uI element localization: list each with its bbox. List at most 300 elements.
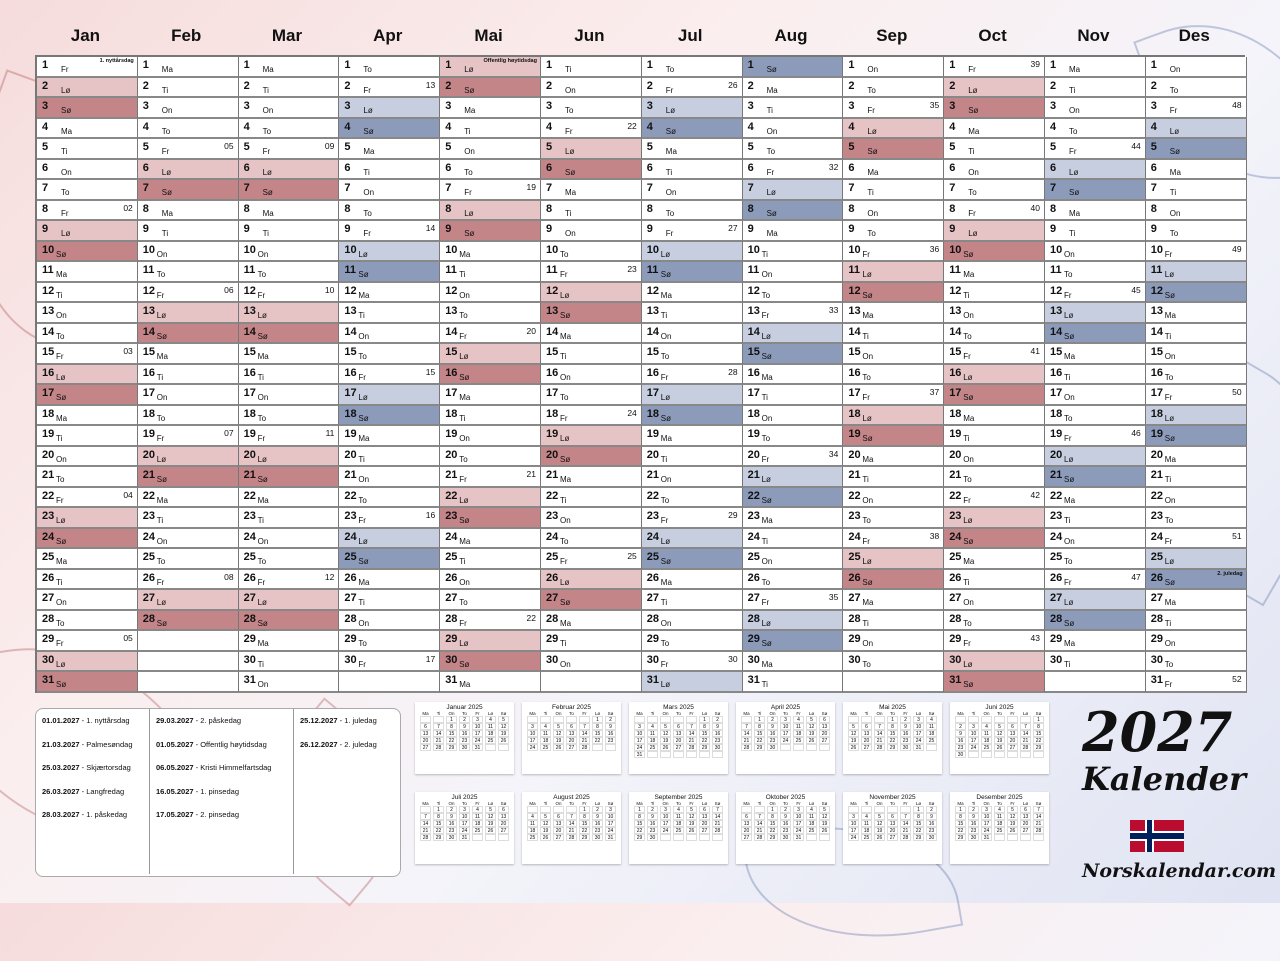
day-cell xyxy=(37,590,138,611)
week-number: 17 xyxy=(425,653,436,664)
day-number: 8 xyxy=(1050,202,1057,215)
day-cell xyxy=(642,672,743,693)
day-cell xyxy=(440,488,541,509)
weekday-label: Sø xyxy=(560,454,571,464)
day-number: 8 xyxy=(445,202,452,215)
weekday-label: Ti xyxy=(459,413,466,423)
weekday-label: Ti xyxy=(1164,618,1172,628)
day-number: 8 xyxy=(949,202,956,215)
day-number: 28 xyxy=(42,612,55,625)
day-cell xyxy=(138,324,239,345)
day-number: 24 xyxy=(445,530,458,543)
day-cell xyxy=(1045,570,1146,591)
day-number: 23 xyxy=(142,510,156,522)
day-number: 16 xyxy=(546,366,559,379)
day-cell xyxy=(440,426,541,447)
weekday-label: Lø xyxy=(257,598,267,607)
day-number: 3 xyxy=(42,100,49,112)
day-number: 19 xyxy=(546,428,559,440)
day-cell xyxy=(743,590,844,611)
day-number: 27 xyxy=(142,592,156,604)
day-number: 3 xyxy=(1050,100,1057,112)
day-cell xyxy=(440,467,541,488)
weekday-label: On xyxy=(565,85,576,95)
weekday-label: Fr xyxy=(968,208,976,218)
weekday-label: Lø xyxy=(161,167,172,177)
day-number: 12 xyxy=(1150,284,1164,297)
day-number: 26 xyxy=(848,571,861,584)
day-number: 21 xyxy=(747,469,760,481)
day-cell xyxy=(743,488,844,509)
day-number: 9 xyxy=(42,223,49,235)
weekday-label: To xyxy=(257,413,267,423)
day-number: 19 xyxy=(445,428,458,440)
weekday-label: To xyxy=(963,331,972,341)
day-number: 30 xyxy=(949,653,962,666)
day-number: 6 xyxy=(243,161,250,174)
month-name: Jan xyxy=(70,26,101,45)
day-cell xyxy=(743,242,844,263)
weekday-label: Fr xyxy=(156,577,165,587)
day-cell xyxy=(944,324,1045,345)
month-name: Des xyxy=(1178,26,1210,45)
week-number: 09 xyxy=(324,141,335,151)
weekday-label: Sø xyxy=(156,331,168,341)
day-cell xyxy=(37,365,138,386)
day-number: 28 xyxy=(546,612,559,625)
weekday-label: Ti xyxy=(1069,85,1076,95)
weekday-label: Fr xyxy=(560,270,568,279)
day-number: 26 xyxy=(445,571,458,584)
day-cell xyxy=(37,221,138,242)
day-number: 29 xyxy=(1050,633,1063,645)
day-number: 27 xyxy=(42,592,55,604)
weekday-label: Fr xyxy=(660,516,669,525)
day-cell xyxy=(642,201,743,222)
weekday-label: On xyxy=(464,147,475,156)
day-cell xyxy=(440,344,541,365)
day-cell xyxy=(239,631,340,652)
day-cell xyxy=(1146,344,1247,365)
day-number: 7 xyxy=(344,182,351,194)
day-number: 11 xyxy=(546,264,558,276)
day-cell xyxy=(239,652,340,673)
weekday-label: To xyxy=(761,577,771,587)
day-number: 17 xyxy=(243,387,256,399)
day-cell xyxy=(541,447,642,468)
weekday-label: Ti xyxy=(262,229,269,238)
day-number: 1 xyxy=(1050,59,1057,71)
mini-month: August 2025 Ma Ti On To Fr Lø Sø 1 2 3 4 5 6 7 8 9 10 11 12 13 14 15 16 17 18 19 20 21 22 23 24 25 26 27 28 29 30 31 xyxy=(522,792,621,864)
weekday-label: Sø xyxy=(358,270,369,279)
weekday-label: Ma xyxy=(862,311,874,320)
day-number: 7 xyxy=(546,182,553,194)
week-number: 48 xyxy=(1232,100,1242,110)
day-cell xyxy=(1146,201,1247,222)
day-number: 27 xyxy=(1150,592,1164,604)
day-cell xyxy=(239,160,340,181)
day-cell xyxy=(339,611,440,632)
weekday-label: To xyxy=(660,495,670,505)
day-cell xyxy=(541,98,642,119)
weekday-label: Ti xyxy=(156,372,164,382)
weekday-label: Ti xyxy=(565,65,572,74)
day-number: 10 xyxy=(848,243,861,256)
weekday-label: Ma xyxy=(358,577,370,587)
weekday-label: On xyxy=(161,106,173,115)
day-number: 18 xyxy=(1050,407,1063,420)
weekday-label: On xyxy=(1169,65,1181,74)
day-number: 4 xyxy=(949,120,956,133)
weekday-label: Sø xyxy=(660,413,672,423)
mini-month: Mai 2025 Ma Ti On To Fr Lø Sø 1 2 3 4 5 6 7 8 9 10 11 12 13 14 15 16 17 18 19 20 21 22 23 24 25 26 27 28 29 30 31 xyxy=(843,702,942,774)
day-cell xyxy=(944,160,1045,181)
day-cell xyxy=(944,242,1045,263)
weekday-label: On xyxy=(1064,393,1075,402)
weekday-label: Ti xyxy=(459,270,466,279)
day-number: 17 xyxy=(42,387,55,399)
weekday-label: On xyxy=(963,311,974,320)
mini-month-title: Desember 2025 xyxy=(976,794,1023,801)
day-cell xyxy=(440,119,541,140)
day-number: 24 xyxy=(243,530,256,543)
weekday-label: On xyxy=(766,126,778,136)
day-number: 30 xyxy=(1150,653,1164,666)
day-cell xyxy=(1045,180,1146,201)
day-number: 26 xyxy=(344,571,357,584)
day-cell xyxy=(440,180,541,201)
weekday-label: Sø xyxy=(761,639,772,648)
day-cell xyxy=(743,119,844,140)
day-number: 25 xyxy=(42,551,55,563)
weekday-label: Ti xyxy=(358,311,365,320)
weekday-label: On xyxy=(862,352,874,361)
day-number: 10 xyxy=(1050,243,1063,256)
weekday-label: Lø xyxy=(560,434,570,443)
day-cell xyxy=(1146,549,1247,570)
day-number: 15 xyxy=(243,346,256,358)
weekday-label: To xyxy=(867,229,876,238)
day-number: 16 xyxy=(949,366,962,379)
day-number: 27 xyxy=(949,592,962,604)
weekday-label: Fr xyxy=(56,639,64,648)
day-number: 7 xyxy=(747,182,754,194)
day-number: 3 xyxy=(747,100,754,112)
day-cell xyxy=(1045,426,1146,447)
weekday-label: Lø xyxy=(56,659,66,669)
weekday-label: Sø xyxy=(968,106,979,115)
day-cell xyxy=(843,324,944,345)
day-cell xyxy=(944,385,1045,406)
day-number: 15 xyxy=(344,346,357,358)
day-cell xyxy=(1146,57,1247,78)
weekday-label: On xyxy=(761,413,773,423)
weekday-label: Lø xyxy=(1164,413,1175,423)
day-cell xyxy=(138,652,239,673)
day-number: 11 xyxy=(1150,264,1163,276)
day-number: 21 xyxy=(1050,469,1063,481)
day-number: 31 xyxy=(949,674,962,686)
weekday-label: Lø xyxy=(1164,270,1175,279)
weekday-label: Ti xyxy=(560,352,567,361)
week-number: 10 xyxy=(324,284,335,295)
weekday-label: Ti xyxy=(963,290,970,300)
day-cell xyxy=(843,590,944,611)
weekday-label: Ma xyxy=(56,413,68,423)
weekday-label: Ti xyxy=(660,454,668,464)
day-cell xyxy=(541,549,642,570)
day-number: 9 xyxy=(747,223,754,235)
day-cell xyxy=(1146,631,1247,652)
weekday-label: Ma xyxy=(459,536,471,546)
day-number: 17 xyxy=(1050,387,1063,399)
holiday-item: 26.03.2027 - Langfredag xyxy=(42,786,125,796)
day-number: 24 xyxy=(646,530,660,543)
day-number: 24 xyxy=(42,530,55,543)
day-cell xyxy=(239,549,340,570)
weekday-label: Fr xyxy=(1164,536,1173,546)
day-number: 24 xyxy=(1150,530,1164,543)
day-cell xyxy=(339,262,440,283)
weekday-label: Lø xyxy=(358,249,368,259)
day-number: 7 xyxy=(646,182,653,194)
day-number: 13 xyxy=(142,305,156,317)
weekday-label: Ma xyxy=(766,85,778,95)
day-number: 12 xyxy=(42,284,55,297)
weekday-label: On xyxy=(1164,639,1176,648)
weekday-label: Fr xyxy=(963,352,971,361)
day-number: 10 xyxy=(546,243,559,256)
day-cell xyxy=(1146,283,1247,304)
day-number: 2 xyxy=(848,79,855,92)
day-cell xyxy=(843,98,944,119)
day-cell xyxy=(138,611,239,632)
holiday-label: 1. nyttårsdag xyxy=(99,58,134,64)
day-number: 8 xyxy=(142,202,149,215)
day-number: 17 xyxy=(949,387,962,399)
day-number: 11 xyxy=(344,264,357,276)
day-cell xyxy=(1045,549,1146,570)
weekday-label: Lø xyxy=(56,372,66,382)
day-cell xyxy=(339,119,440,140)
day-number: 9 xyxy=(1050,223,1057,235)
week-number: 47 xyxy=(1131,571,1141,582)
day-cell xyxy=(743,570,844,591)
day-number: 18 xyxy=(243,407,256,420)
day-number: 4 xyxy=(1150,120,1157,133)
day-cell xyxy=(1045,385,1146,406)
week-number: 29 xyxy=(728,510,738,520)
day-number: 16 xyxy=(747,366,760,379)
weekday-label: To xyxy=(1164,659,1174,669)
day-number: 8 xyxy=(848,202,855,215)
weekday-label: Lø xyxy=(459,639,469,648)
day-number: 2 xyxy=(1150,79,1157,92)
day-cell xyxy=(339,385,440,406)
day-cell xyxy=(743,652,844,673)
day-number: 15 xyxy=(1150,346,1164,358)
day-number: 16 xyxy=(243,366,256,379)
day-cell xyxy=(138,488,239,509)
day-number: 13 xyxy=(546,305,559,317)
brand-year: 2027 xyxy=(1082,700,1233,764)
day-number: 19 xyxy=(344,428,357,440)
day-number: 21 xyxy=(949,469,962,481)
weekday-label: Lø xyxy=(963,516,973,525)
weekday-label: Sø xyxy=(766,65,777,74)
day-cell xyxy=(541,262,642,283)
weekday-label: Fr xyxy=(761,311,770,320)
day-number: 17 xyxy=(546,387,559,399)
day-cell xyxy=(944,652,1045,673)
weekday-label: Ti xyxy=(363,167,370,177)
day-number: 1 xyxy=(949,59,956,71)
weekday-label: Ma xyxy=(867,167,879,177)
mini-month: April 2025 Ma Ti On To Fr Lø Sø 1 2 3 4 5 6 7 8 9 10 11 12 13 14 15 16 17 18 19 20 21 22 23 24 25 26 27 28 29 30 xyxy=(736,702,835,774)
day-cell xyxy=(1045,324,1146,345)
day-number: 10 xyxy=(142,243,156,256)
day-number: 3 xyxy=(344,100,351,112)
week-number: 13 xyxy=(425,79,436,90)
day-cell xyxy=(743,160,844,181)
day-number: 16 xyxy=(42,366,55,379)
day-number: 5 xyxy=(546,141,553,153)
day-cell xyxy=(138,631,239,652)
weekday-label: Fr xyxy=(56,352,64,361)
day-cell xyxy=(138,303,239,324)
day-cell xyxy=(239,242,340,263)
day-number: 12 xyxy=(546,284,559,297)
weekday-label: Ma xyxy=(257,352,269,361)
weekday-label: To xyxy=(262,126,272,136)
day-number: 23 xyxy=(1050,510,1063,522)
day-cell xyxy=(541,488,642,509)
day-number: 29 xyxy=(646,633,660,645)
weekday-label: Fr xyxy=(257,290,266,300)
weekday-label: Fr xyxy=(766,167,775,177)
day-number: 6 xyxy=(949,161,956,174)
day-number: 30 xyxy=(1050,653,1063,666)
weekday-label: Lø xyxy=(1169,126,1180,136)
weekday-label: Sø xyxy=(262,188,273,197)
day-number: 27 xyxy=(243,592,256,604)
day-number: 12 xyxy=(243,284,256,297)
day-cell xyxy=(642,180,743,201)
day-number: 23 xyxy=(546,510,559,522)
weekday-label: Lø xyxy=(862,413,872,423)
weekday-label: On xyxy=(459,577,470,587)
day-cell xyxy=(642,529,743,550)
weekday-label: Lø xyxy=(257,311,267,320)
day-number: 17 xyxy=(445,387,458,399)
day-number: 14 xyxy=(848,325,861,338)
brand-word: Kalender xyxy=(1082,760,1246,798)
day-cell xyxy=(1045,344,1146,365)
weekday-label: Lø xyxy=(156,598,167,607)
day-cell xyxy=(440,221,541,242)
day-cell xyxy=(1045,139,1146,160)
weekday-label: To xyxy=(464,167,473,177)
weekday-label: Ti xyxy=(565,208,572,218)
day-cell xyxy=(843,139,944,160)
day-cell xyxy=(944,611,1045,632)
day-cell xyxy=(440,262,541,283)
day-cell xyxy=(944,303,1045,324)
weekday-label: To xyxy=(161,126,171,136)
weekday-label: Ma xyxy=(1069,208,1081,218)
day-cell xyxy=(138,57,239,78)
day-number: 1 xyxy=(445,59,452,71)
day-cell xyxy=(138,365,239,386)
day-number: 4 xyxy=(747,120,754,133)
day-cell xyxy=(642,119,743,140)
weekday-label: Sø xyxy=(761,352,772,361)
weekday-label: Sø xyxy=(161,188,173,197)
day-number: 21 xyxy=(646,469,660,481)
day-number: 30 xyxy=(445,653,458,666)
weekday-label: Fr xyxy=(1164,393,1173,402)
day-number: 5 xyxy=(848,141,855,153)
month-name: Nov xyxy=(1077,26,1110,45)
day-cell xyxy=(541,344,642,365)
day-number: 1 xyxy=(142,59,149,71)
day-number: 8 xyxy=(1150,202,1157,215)
day-number: 14 xyxy=(243,325,256,338)
weekday-label: To xyxy=(862,516,871,525)
month-name: Mai xyxy=(474,26,503,45)
weekday-label: Ma xyxy=(1164,598,1176,607)
day-number: 5 xyxy=(243,141,250,153)
weekday-label: Lø xyxy=(1069,167,1079,177)
day-cell xyxy=(1045,672,1146,693)
weekday-label: Lø xyxy=(867,126,877,136)
day-cell xyxy=(339,180,440,201)
weekday-label: On xyxy=(56,311,67,320)
weekday-label: Ti xyxy=(156,516,164,525)
day-number: 22 xyxy=(546,489,559,502)
weekday-label: On xyxy=(862,495,874,505)
day-cell xyxy=(440,590,541,611)
weekday-label: Sø xyxy=(257,618,268,628)
day-cell xyxy=(37,549,138,570)
day-cell xyxy=(642,160,743,181)
holiday-item: 26.12.2027 - 2. juledag xyxy=(300,739,377,749)
day-cell xyxy=(944,283,1045,304)
weekday-label: Ti xyxy=(1164,475,1172,484)
day-cell xyxy=(1045,78,1146,99)
weekday-label: To xyxy=(156,413,166,423)
day-cell xyxy=(743,98,844,119)
weekday-label: Ma xyxy=(560,618,572,628)
weekday-label: Ma xyxy=(862,454,874,464)
day-number: 20 xyxy=(747,448,760,461)
month-header-row xyxy=(35,26,1245,50)
day-number: 15 xyxy=(42,346,55,358)
day-cell xyxy=(239,365,340,386)
day-number: 1 xyxy=(1150,59,1157,71)
day-cell xyxy=(440,447,541,468)
day-number: 22 xyxy=(42,489,55,502)
day-number: 28 xyxy=(1150,612,1164,625)
day-cell xyxy=(944,98,1045,119)
day-number: 26 xyxy=(243,571,256,584)
weekday-label: Ma xyxy=(1164,311,1176,320)
day-number: 14 xyxy=(747,325,760,338)
weekday-label: Ti xyxy=(560,639,567,648)
day-cell xyxy=(339,139,440,160)
day-cell xyxy=(944,57,1045,78)
day-cell xyxy=(440,303,541,324)
